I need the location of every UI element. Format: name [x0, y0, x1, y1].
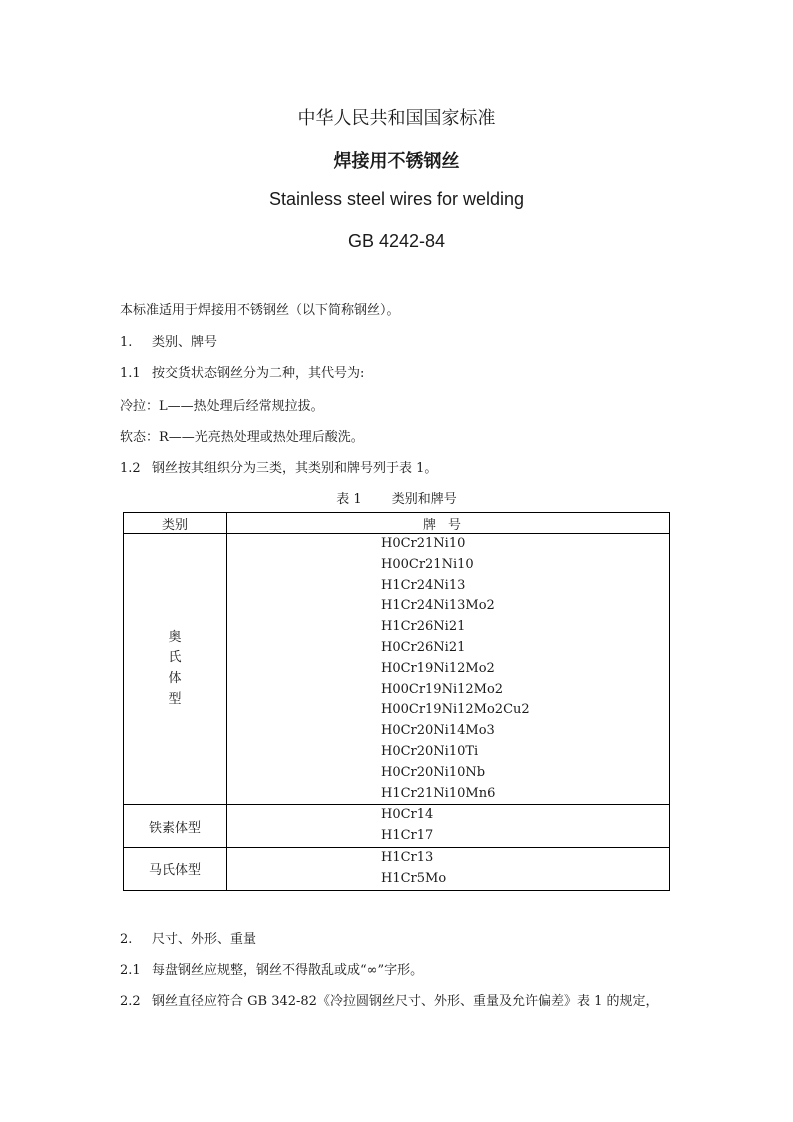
section-1-heading [120, 331, 217, 350]
grade-item: H1Cr13 [381, 849, 434, 865]
document-title-cn: 焊接用不锈钢丝 [333, 151, 460, 172]
section-number: 2.2 [120, 994, 141, 1009]
grade-item: H1Cr26Ni21 [381, 619, 466, 635]
header-grade: 牌号 [227, 513, 670, 534]
category-martensitic: 马氏体型 [124, 847, 227, 890]
grade-list-austenitic [227, 534, 670, 805]
grade-item: H0Cr14 [381, 807, 434, 823]
section-number: 1.1 [120, 366, 141, 381]
table-row [124, 805, 670, 848]
grade-item: H0Cr26Ni21 [381, 639, 466, 655]
section-text: 钢丝直径应符合 GB 342-82《冷拉圆钢丝尺寸、外形、重量及允许偏差》表 1 的规定， [152, 994, 659, 1009]
soft-definition: 软态：R——光亮热处理或热处理后酸洗。 [120, 430, 364, 445]
category-ferritic: 铁素体型 [124, 805, 227, 848]
section-text: 钢丝按其组织分为三类，其类别和牌号列于表 1。 [152, 461, 438, 476]
grade-item: H0Cr20Ni10Nb [381, 764, 486, 780]
section-1-1 [120, 362, 364, 381]
section-number: 2.1 [120, 963, 141, 978]
grade-item: H0Cr19Ni12Mo2 [381, 660, 495, 676]
grade-item: H00Cr19Ni12Mo2 [381, 681, 504, 697]
section-text: 尺寸、外形、重量 [152, 932, 257, 947]
section-1-2 [120, 457, 437, 476]
grade-list-martensitic [227, 847, 670, 890]
table-header-row [124, 513, 670, 534]
category-char: 奥 [168, 629, 182, 645]
intro-paragraph: 本标准适用于焊接用不锈钢丝（以下简称钢丝）。 [120, 303, 400, 318]
grade-item: H1Cr5Mo [381, 870, 447, 886]
section-text: 每盘钢丝应规整，钢丝不得散乱或成“∞”字形。 [152, 963, 424, 978]
table-row [124, 847, 670, 890]
section-2-1 [120, 959, 423, 978]
grade-item: H1Cr24Ni13Mo2 [381, 598, 495, 614]
grade-item: H0Cr21Ni10 [381, 536, 466, 551]
grades-table [123, 512, 670, 891]
section-text: 类别、牌号 [152, 335, 218, 350]
section-number: 1. [120, 335, 133, 350]
cold-drawn-definition: 冷拉：L——热处理后经常规拉拔。 [120, 399, 324, 414]
standard-label: 中华人民共和国国家标准 [297, 108, 496, 129]
section-2-2 [120, 990, 659, 1009]
grade-item: H00Cr19Ni12Mo2Cu2 [381, 702, 530, 718]
category-char: 氏 [168, 650, 182, 666]
header-category: 类别 [124, 513, 227, 534]
table-caption-text: 类别和牌号 [391, 492, 457, 507]
section-number: 1.2 [120, 461, 141, 476]
category-char: 型 [168, 691, 182, 707]
section-number: 2. [120, 932, 133, 947]
grade-item: H0Cr20Ni14Mo3 [381, 723, 495, 739]
section-2-heading [120, 928, 256, 947]
document-title-en: Stainless steel wires for welding [268, 189, 525, 209]
section-text: 按交货状态钢丝分为二种，其代号为: [152, 366, 365, 381]
category-austenitic [124, 534, 227, 805]
grade-item: H1Cr17 [381, 828, 434, 844]
table-caption-number: 表 1 [336, 492, 362, 507]
grade-list-ferritic [227, 805, 670, 848]
grade-item: H0Cr20Ni10Ti [381, 743, 479, 759]
table-caption [0, 488, 793, 507]
grade-item: H1Cr24Ni13 [381, 577, 466, 593]
standard-code: GB 4242-84 [347, 231, 446, 251]
table-row [124, 534, 670, 805]
grade-item: H00Cr21Ni10 [381, 556, 474, 572]
grade-item: H1Cr21Ni10Mn6 [381, 785, 496, 801]
category-char: 体 [168, 671, 182, 687]
